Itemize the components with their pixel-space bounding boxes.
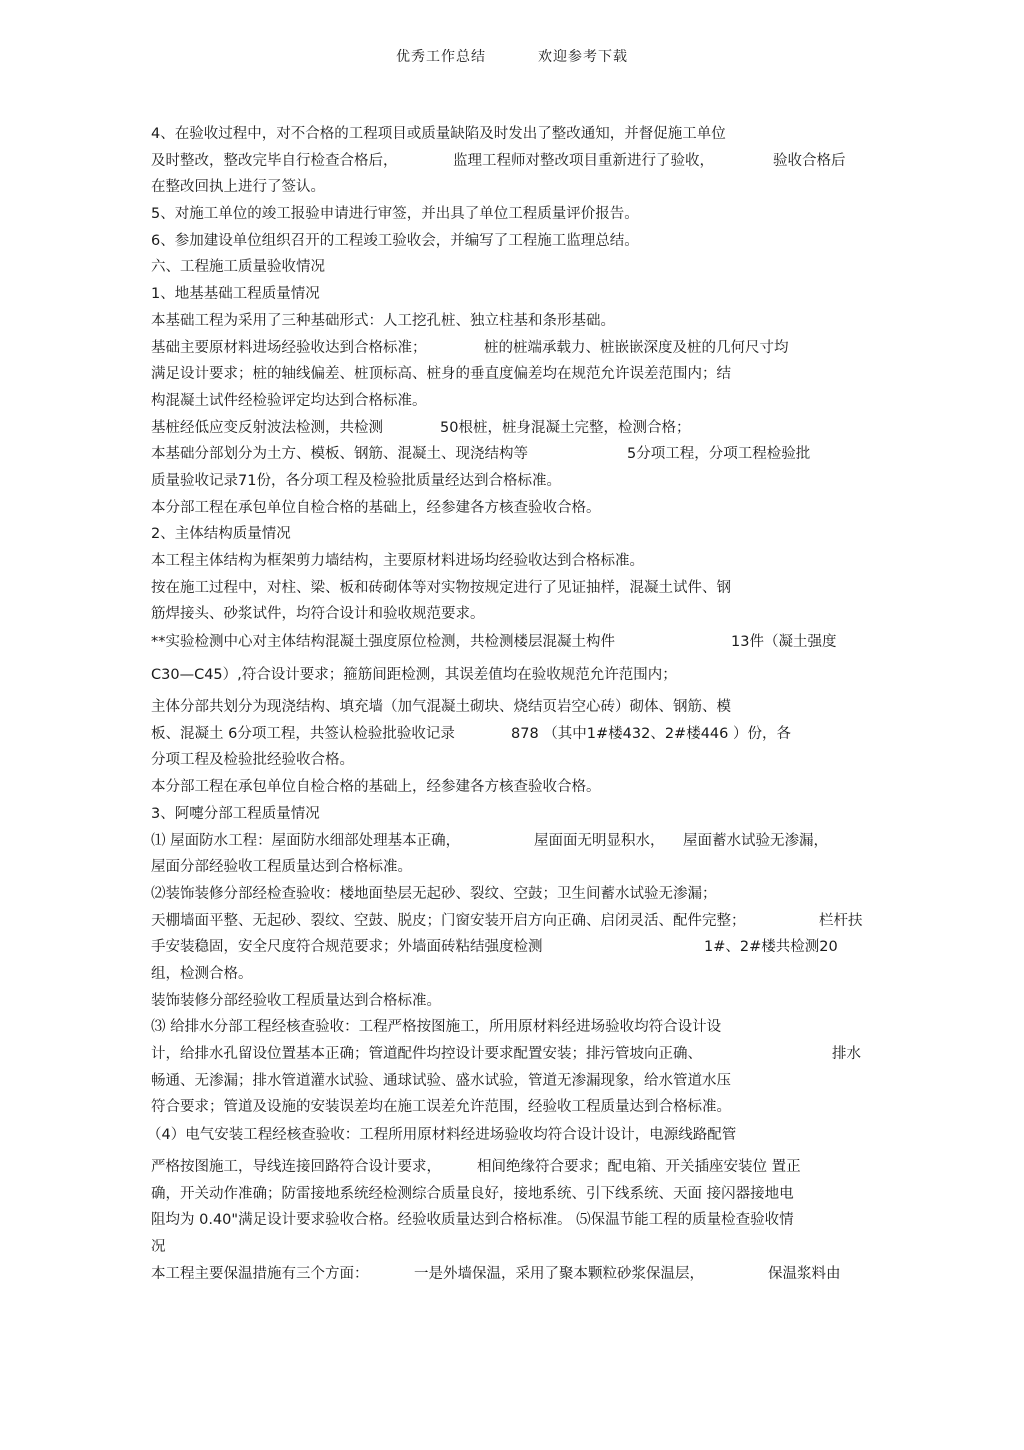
text-segment: 计，给排水孔留设位置基本正确；管道配件均控设计要求配置安装；排污管坡向正确、: [151, 1046, 702, 1062]
text-segment: 满足设计要求；桩的轴线偏差、桩顶标高、桩身的垂直度偏差均在规范允许误差范围内；结: [151, 366, 731, 383]
text-segment: 6、参加建设单位组织召开的工程竣工验收会，并编写了工程施工监理总结。: [151, 232, 639, 249]
text-segment: 天棚墙面平整、无起砂、裂纹、空鼓、脱皮；门窗安装开启方向正确、启闭灵活、配件完整；: [151, 912, 746, 929]
text-segment: 排水: [832, 1046, 861, 1062]
text-segment: 2、主体结构质量情况: [151, 526, 291, 543]
text-line: [151, 121, 871, 148]
text-line: [151, 661, 871, 694]
text-line: [151, 148, 871, 175]
text-segment: 13件（凝土强度: [731, 634, 837, 651]
text-segment: 主体分部共划分为现浇结构、填充墙（加气混凝土砌块、烧结页岩空心砖）砌体、钢筋、模: [151, 699, 731, 716]
text-segment: 4、在验收过程中，对不合格的工程项目或质量缺陷及时发出了整改通知，并督促施工单位: [151, 126, 726, 142]
text-line: [151, 721, 871, 748]
text-segment: 一是外墙保温，采用了聚本颗粒砂浆保温层，: [414, 1265, 704, 1282]
text-line: [151, 415, 871, 442]
text-line: [151, 854, 871, 881]
text-segment: 六、工程施工质量验收情况: [151, 259, 325, 276]
text-segment: 本工程主体结构为框架剪力墙结构，主要原材料进场均经验收达到合格标准。: [151, 553, 644, 569]
page-header: [0, 46, 1024, 66]
text-segment: 本工程主要保温措施有三个方面：: [151, 1265, 369, 1282]
text-line: [151, 881, 871, 908]
text-line: [151, 747, 871, 774]
section-heading: [151, 254, 871, 281]
text-line: [151, 694, 871, 721]
text-line: [151, 908, 871, 935]
text-line: [147, 1121, 871, 1154]
header-left: 优秀工作总结: [396, 49, 486, 65]
text-segment: 符合要求；管道及设施的安装误差均在施工误差允许范围，经验收工程质量达到合格标准。: [151, 1099, 731, 1116]
text-segment: 组，检测合格。: [151, 965, 253, 982]
text-segment: 阻均为 0.40"满足设计要求验收合格。经验收质量达到合格标准。 ⑸保温节能工程的质量检查验收情: [151, 1212, 794, 1229]
text-line: [151, 1207, 871, 1234]
text-segment: 分项工程及检验批经验收合格。: [151, 752, 354, 769]
text-segment: 1#、2#楼共检测20: [704, 939, 838, 956]
text-line: [151, 1181, 871, 1208]
text-segment: 基础主要原材料进场经验收达到合格标准；: [151, 339, 427, 356]
text-line: [151, 828, 871, 855]
text-segment: 畅通、无渗漏；排水管道灌水试验、通球试验、盛水试验，管道无渗漏现象，给水管道水压: [151, 1072, 731, 1089]
text-line: [151, 495, 871, 522]
text-segment: 本基础工程为采用了三种基础形式：人工挖孔桩、独立柱基和条形基础。: [151, 312, 615, 329]
text-segment: 质量验收记录71份，各分项工程及检验批质量经达到合格标准。: [151, 472, 561, 489]
text-segment: **实验检测中心对主体结构混凝土强度原位检测，共检测楼层混凝土构件: [151, 634, 615, 651]
text-segment: 50根桩，桩身混凝土完整，检测合格；: [440, 419, 691, 436]
text-segment: 监理工程师对整改项目重新进行了验收，: [453, 152, 714, 169]
text-line: [151, 468, 871, 495]
text-line: [151, 1094, 871, 1121]
text-line: [151, 174, 871, 201]
subsection-heading: [151, 801, 871, 828]
text-line: [151, 934, 871, 961]
text-line: [151, 548, 871, 575]
subsection-heading: [151, 281, 871, 308]
document-body: [147, 121, 871, 1288]
text-segment: 5分项工程，分项工程检验批: [627, 446, 811, 463]
text-segment: 桩的桩端承载力、桩嵌嵌深度及桩的几何尺寸均: [484, 339, 789, 356]
text-segment: 屋面面无明显积水，: [534, 832, 665, 849]
text-segment: 确，开关动作准确；防雷接地系统经检测综合质量良好，接地系统、引下线系统、天面 接闪器接地电: [151, 1185, 794, 1202]
text-line: [151, 388, 871, 415]
text-segment: 栏杆扶: [819, 912, 863, 929]
text-segment: 严格按图施工，导线连接回路符合设计要求，: [151, 1159, 441, 1176]
text-line: [151, 601, 871, 628]
text-segment: 本基础分部划分为土方、模板、钢筋、混凝土、现浇结构等: [151, 446, 528, 463]
text-segment: 按在施工过程中，对柱、梁、板和砖砌体等对实物按规定进行了见证抽样，混凝土试件、钢: [151, 579, 731, 596]
text-line: [151, 361, 871, 388]
text-segment: 屋面分部经验收工程质量达到合格标准。: [151, 859, 412, 876]
text-segment: 878 （其中1#楼432、2#楼446 ）份，各: [511, 725, 791, 742]
text-line: [151, 201, 871, 228]
text-line: [151, 961, 871, 988]
text-segment: ⑶ 给排水分部工程经核查验收：工程严格按图施工，所用原材料经进场验收均符合设计设: [151, 1019, 722, 1036]
text-line: [151, 1154, 871, 1181]
text-segment: 1、地基基础工程质量情况: [151, 286, 320, 303]
text-line: [151, 1234, 871, 1261]
subsection-heading: [151, 521, 871, 548]
text-segment: 在整改回执上进行了签认。: [151, 179, 325, 196]
text-line: [151, 774, 871, 801]
text-segment: C30—C45）,符合设计要求；箍筋间距检测，其误差值均在验收规范允许范围内；: [151, 667, 677, 684]
text-line: [151, 441, 871, 468]
text-segment: ⑵装饰装修分部经检查验收：楼地面垫层无起砂、裂纹、空鼓；卫生间蓄水试验无渗漏；: [151, 885, 717, 902]
text-line: [151, 1014, 871, 1041]
text-segment: 及时整改，整改完毕自行检查合格后，: [151, 152, 398, 169]
text-segment: 5、对施工单位的竣工报验申请进行审签，并出具了单位工程质量评价报告。: [151, 206, 639, 223]
text-line: [151, 228, 871, 255]
text-segment: （4）电气安装工程经核查验收：工程所用原材料经进场验收均符合设计设计，电源线路配管: [147, 1127, 737, 1144]
text-line: [151, 1041, 871, 1068]
text-line: [151, 988, 871, 1015]
header-right: 欢迎参考下载: [538, 49, 628, 65]
text-line: [151, 335, 871, 362]
text-segment: 屋面蓄水试验无渗漏，: [683, 832, 828, 849]
text-segment: 本分部工程在承包单位自检合格的基础上，经参建各方核查验收合格。: [151, 499, 601, 516]
text-segment: 3、阿嚏分部工程质量情况: [151, 805, 320, 822]
text-line: [151, 1261, 871, 1288]
text-segment: 构混凝土试件经检验评定均达到合格标准。: [151, 392, 427, 409]
text-segment: 装饰装修分部经验收工程质量达到合格标准。: [151, 992, 441, 1009]
text-segment: 基桩经低应变反射波法检测，共检测: [151, 419, 383, 436]
text-segment: ⑴ 屋面防水工程：屋面防水细部处理基本正确，: [151, 832, 461, 849]
text-segment: 手安装稳固，安全尺度符合规范要求；外墙面砖粘结强度检测: [151, 939, 543, 956]
text-line: [151, 308, 871, 335]
text-segment: 相间绝缘符合要求；配电箱、开关插座安装位 置正: [477, 1159, 801, 1176]
text-segment: 板、混凝土 6分项工程，共签认检验批验收记录: [151, 725, 455, 742]
text-segment: 本分部工程在承包单位自检合格的基础上，经参建各方核查验收合格。: [151, 779, 601, 796]
text-line: [151, 628, 871, 661]
text-segment: 保温浆料由: [768, 1265, 841, 1282]
text-segment: 况: [151, 1239, 166, 1256]
text-segment: 验收合格后: [773, 152, 846, 169]
text-line: [151, 575, 871, 602]
text-segment: 筋焊接头、砂浆试件，均符合设计和验收规范要求。: [151, 606, 485, 623]
text-line: [151, 1068, 871, 1095]
